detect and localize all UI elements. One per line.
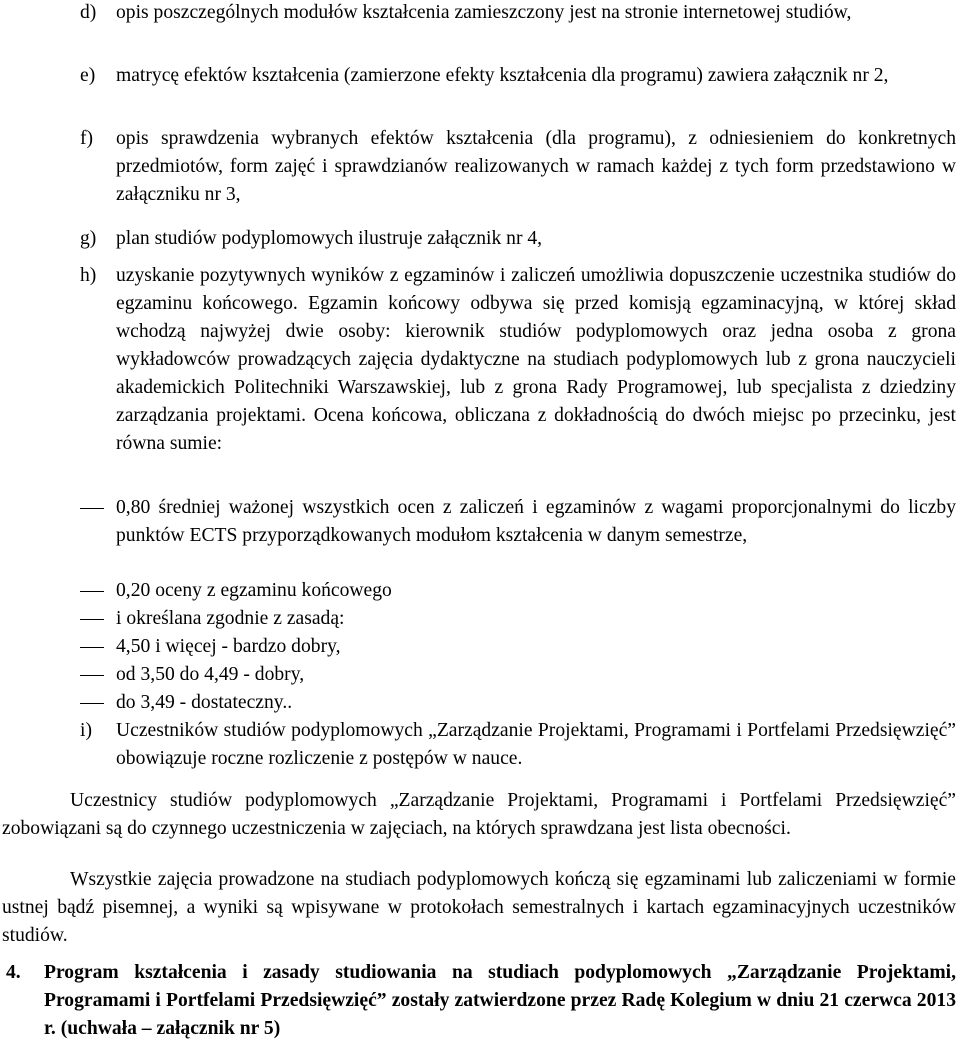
dash-item bbox=[80, 689, 956, 717]
dash-item-text: i określana zgodnie z zasadą: bbox=[116, 608, 345, 629]
paragraph-text: Uczestnicy studiów podyplomowych „Zarządzanie Projektami, Programami i Portfelami Przedsięwzięć” zobowiązani są do czynnego uczestniczenia w zajęciach, na których sprawdzana jest lista obecności. bbox=[2, 790, 956, 839]
list-marker: f) bbox=[80, 128, 94, 149]
dash-bullet bbox=[80, 591, 104, 592]
dash-item bbox=[80, 577, 956, 605]
paragraph-exams bbox=[2, 866, 956, 950]
list-marker: g) bbox=[80, 228, 97, 249]
dash-item-text: 4,50 i więcej - bardzo dobry, bbox=[116, 636, 341, 657]
section-text: Program kształcenia i zasady studiowania na studiach podyplomowych „Zarządzanie Projektami, Programami i Portfelami Przedsięwzięć” zostały zatwierdzone przez Radę Kolegium w dniu 21 czerwca 2013 r. (uchwała – załącznik nr 5) bbox=[44, 962, 956, 1039]
list-marker: i) bbox=[80, 720, 92, 741]
dash-bullet bbox=[80, 508, 104, 509]
section-number: 4. bbox=[6, 962, 21, 983]
list-item-text: plan studiów podyplomowych ilustruje załącznik nr 4, bbox=[116, 228, 543, 249]
paragraph-attendance bbox=[2, 787, 956, 843]
list-item-text: opis poszczególnych modułów kształcenia zamieszczony jest na stronie internetowej studiów, bbox=[116, 2, 852, 23]
dash-bullet bbox=[80, 647, 104, 648]
list-item-h bbox=[80, 262, 956, 458]
dash-item-text: 0,20 oceny z egzaminu końcowego bbox=[116, 580, 392, 601]
dash-item-text: od 3,50 do 4,49 - dobry, bbox=[116, 664, 305, 685]
list-item-text: opis sprawdzenia wybranych efektów kształcenia (dla programu), z odniesieniem do konkretnych przedmiotów, form zajęć i sprawdzianów realizowanych w ramach każdej z tych form przedstawiono w załączniku nr 3, bbox=[116, 128, 956, 205]
dash-bullet bbox=[80, 703, 104, 704]
list-marker: h) bbox=[80, 265, 97, 286]
list-item-text: matrycę efektów kształcenia (zamierzone efekty kształcenia dla programu) zawiera załącznik nr 2, bbox=[116, 65, 889, 86]
list-marker: d) bbox=[80, 2, 97, 23]
list-item-e bbox=[80, 62, 956, 90]
list-item-d bbox=[80, 0, 956, 27]
list-item-g bbox=[80, 225, 956, 253]
section-4 bbox=[6, 959, 956, 1043]
dash-item bbox=[80, 605, 956, 633]
dash-bullet bbox=[80, 675, 104, 676]
list-item-f bbox=[80, 125, 956, 209]
dash-item bbox=[80, 661, 956, 689]
list-item-i bbox=[80, 717, 956, 773]
paragraph-text: Wszystkie zajęcia prowadzone na studiach podyplomowych kończą się egzaminami lub zaliczeniami w formie ustnej bądź pisemnej, a wyniki są wpisywane w protokołach semestralnych i kartach egzaminacyjnych uczestników studiów. bbox=[2, 869, 956, 946]
dash-item bbox=[80, 494, 956, 550]
dash-item bbox=[80, 633, 956, 661]
list-marker: e) bbox=[80, 65, 96, 86]
dash-item-text: 0,80 średniej ważonej wszystkich ocen z zaliczeń i egzaminów z wagami proporcjonalnymi do liczby punktów ECTS przyporządkowanych modułom kształcenia w danym semestrze, bbox=[116, 497, 956, 546]
dash-item-text: do 3,49 - dostateczny.. bbox=[116, 692, 293, 713]
list-item-text: uzyskanie pozytywnych wyników z egzaminów i zaliczeń umożliwia dopuszczenie uczestnika studiów do egzaminu końcowego. Egzamin końcowy odbywa się przed komisją egzaminacyjną, w której skład wchodzą najwyżej dwie osoby: kierownik studiów podyplomowych oraz jedna osoba z grona wykładowców prowadzących zajęcia dydaktyczne na studiach podyplomowych lub z grona nauczycieli akademickich Politechniki Warszawskiej, lub z grona Rady Programowej, lub specjalista z dziedziny zarządzania projektami. Ocena końcowa, obliczana z dokładnością do dwóch miejsc po przecinku, jest równa sumie: bbox=[116, 265, 956, 454]
dash-bullet bbox=[80, 619, 104, 620]
list-item-text: Uczestników studiów podyplomowych „Zarządzanie Projektami, Programami i Portfelami Przedsięwzięć” obowiązuje roczne rozliczenie z postępów w nauce. bbox=[116, 720, 956, 769]
